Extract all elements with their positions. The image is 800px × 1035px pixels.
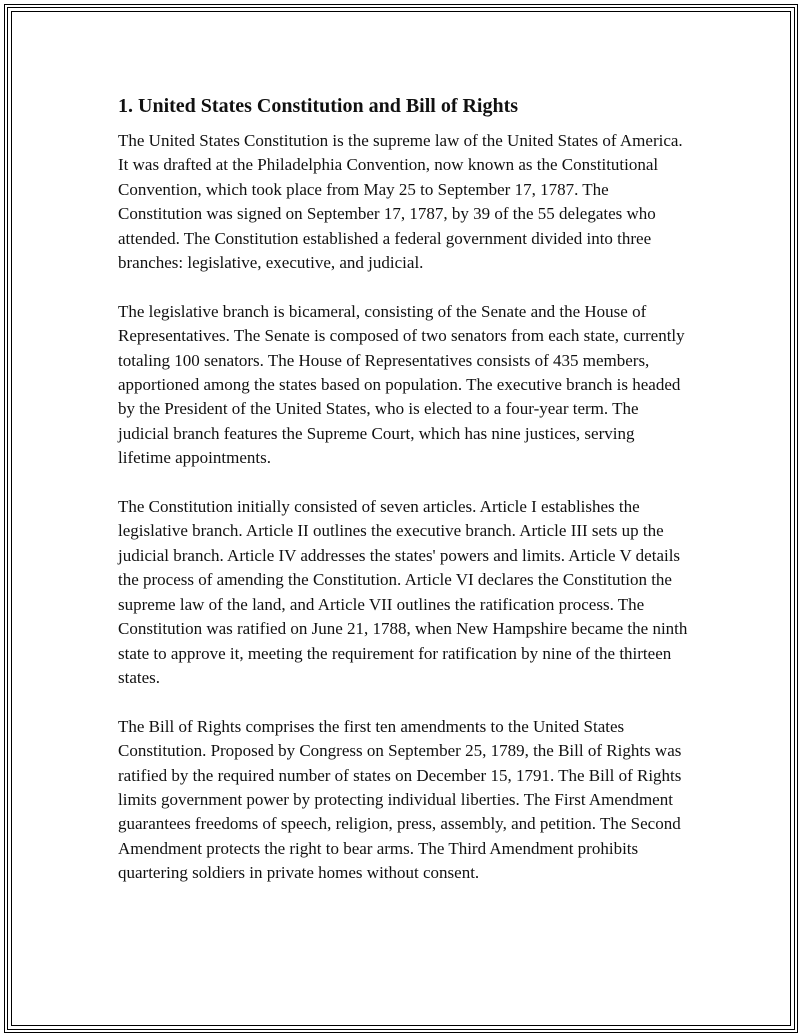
paragraph-bill-of-rights: The Bill of Rights comprises the first ten amendments to the United States Constitution. Proposed by Congress on September 25, 1789, the Bill of Rights was ratified by the required number of states on December 15, 1791. The Bill of Rights limits government power by protecting individual liberties. The First Amendment guarantees freedoms of speech, religion, press, assembly, and petition. The Second Amendment protects the right to bear arms. The Third Amendment prohibits quartering soldiers in private homes without consent. <box>118 716 682 883</box>
document-body <box>118 93 688 910</box>
paragraph-constitution-overview: The United States Constitution is the supreme law of the United States of America. It was drafted at the Philadelphia Convention, now known as the Constitutional Convention, which took place from May 25 to September 17, 1787. The Constitution was signed on September 17, 1787, by 39 of the 55 delegates who attended. The Constitution established a federal government divided into three branches: legislative, executive, and judicial. <box>118 131 683 273</box>
paragraph-articles: The Constitution initially consisted of seven articles. Article I establishes the legislative branch. Article II outlines the executive branch. Article III sets up the judicial branch. Article IV addresses the states' powers and limits. Article V details the process of amending the Constitution. Article VI declares the Constitution the supreme law of the land, and Article VII outlines the ratification process. The Constitution was ratified on June 21, 1788, when New Hampshire became the ninth state to approve it, meeting the requirement for ratification by nine of the thirteen states. <box>118 497 688 687</box>
section-heading: 1. United States Constitution and Bill of Rights <box>118 95 519 117</box>
paragraph-branches: The legislative branch is bicameral, consisting of the Senate and the House of Representatives. The Senate is composed of two senators from each state, currently totaling 100 senators. The House of Representatives consists of 435 members, apportioned among the states based on population. The executive branch is headed by the President of the United States, who is elected to a four-year term. The judicial branch features the Supreme Court, which has nine justices, serving lifetime appointments. <box>118 301 685 468</box>
